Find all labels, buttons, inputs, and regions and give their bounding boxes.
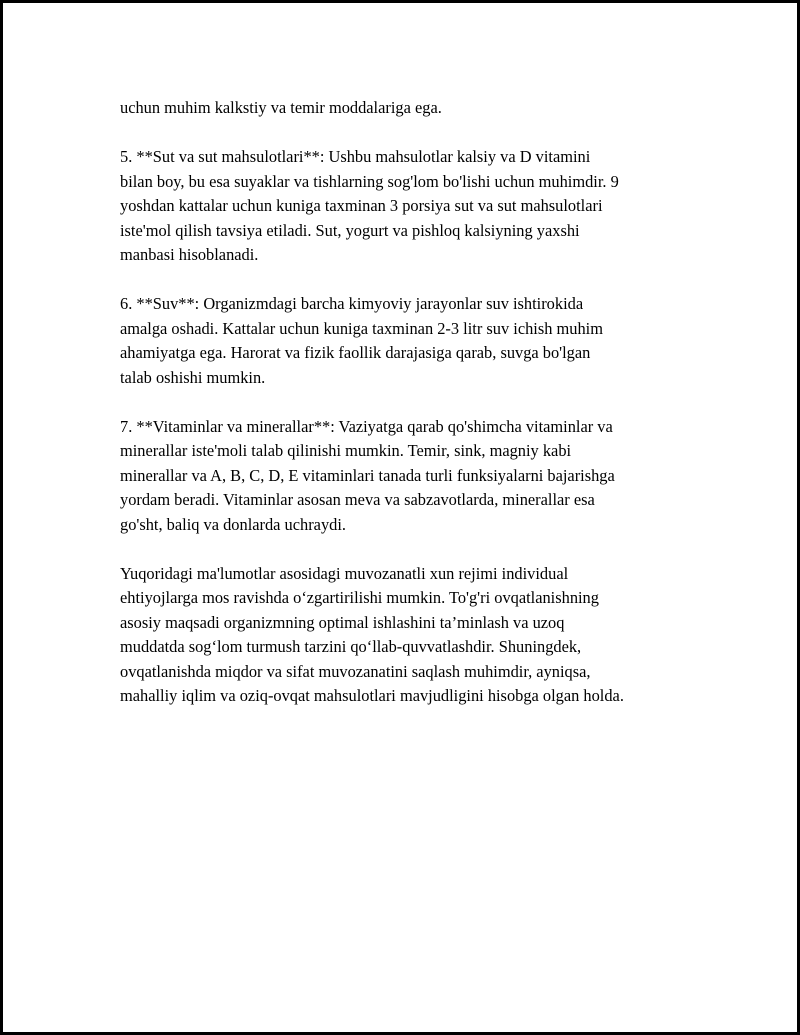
paragraph-vitamins-minerals: 7. **Vitaminlar va minerallar**: Vaziyatga qarab qo'shimcha vitaminlar va minerallar iste'moli talab qilinishi mumkin. Temir, sink, magniy kabi minerallar va A, B, C, D, E vitaminlari tanada turli funksiyalarni bajarishga yordam beradi. Vitaminlar asosan meva va sabzavotlarda, minerallar esa go'sht, baliq va donlarda uchraydi. (120, 416, 615, 534)
paragraph-dairy-products: 5. **Sut va sut mahsulotlari**: Ushbu mahsulotlar kalsiy va D vitamini bilan boy, bu esa suyaklar va tishlarning sog'lom bo'lishi uchun muhimdir. 9 yoshdan kattalar uchun kuniga taxminan 3 porsiya sut va sut mahsulotlari iste'mol qilish tavsiya etiladi. Sut, yogurt va pishloq kalsiyning yaxshi manbasi hisoblanadi. (120, 147, 619, 264)
paragraph-water: 6. **Suv**: Organizmdagi barcha kimyoviy jarayonlar suv ishtirokida amalga oshadi. Kattalar uchun kuniga taxminan 2-3 litr suv ichish muhim ahamiyatga ega. Harorat va fizik faollik darajasiga qarab, suvga bo'lgan talab oshishi mumkin. (120, 294, 603, 387)
paragraph-continuation: uchun muhim kalkstiy va temir moddalariga ega. (120, 98, 442, 117)
document-body (120, 96, 700, 709)
paragraph-conclusion: Yuqoridagi ma'lumotlar asosidagi muvozanatli xun rejimi individual ehtiyojlarga mos ravishda oʻzgartirilishi mumkin. To'g'ri ovqatlanishning asosiy maqsadi organizmning optimal ishlashini ta’minlash va uzoq muddatda sogʻlom turmush tarzini qoʻllab-quvvatlashdir. Shuningdek, ovqatlanishda miqdor va sifat muvozanatini saqlash muhimdir, ayniqsa, mahalliy iqlim va oziq-ovqat mahsulotlari mavjudligini hisobga olgan holda. (120, 563, 624, 705)
